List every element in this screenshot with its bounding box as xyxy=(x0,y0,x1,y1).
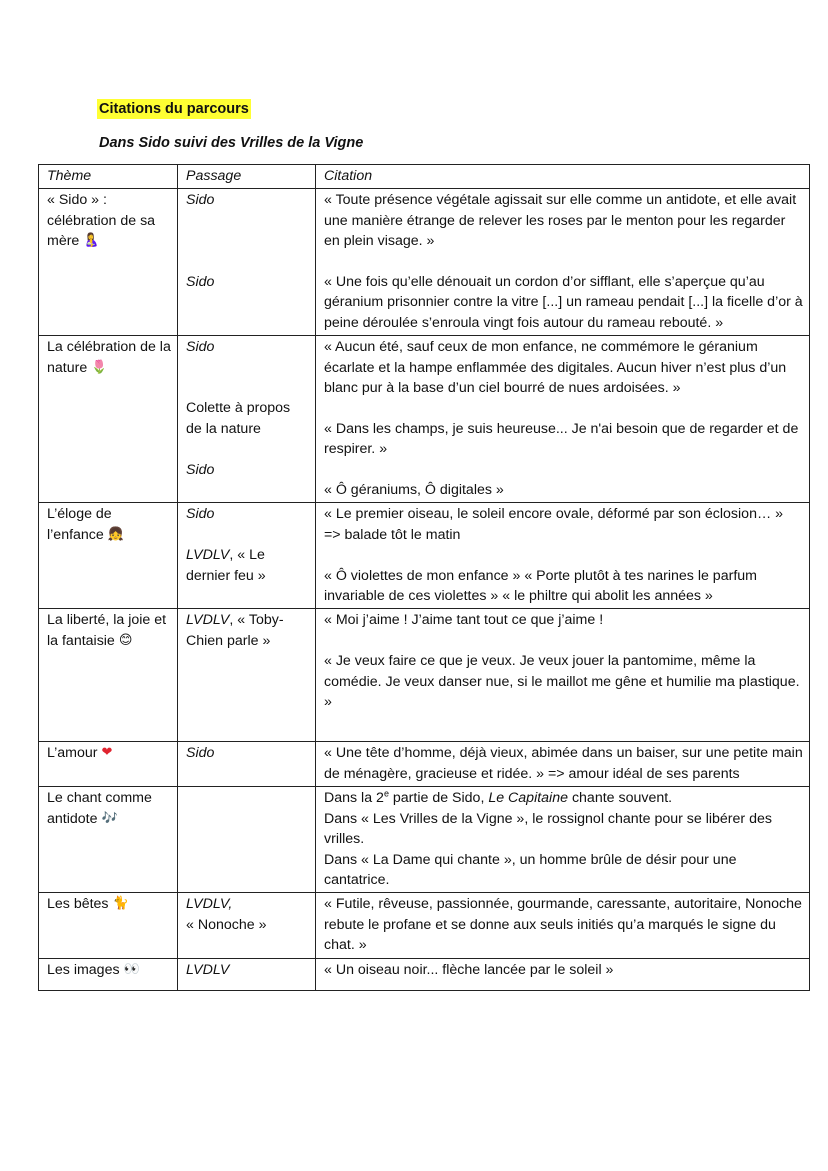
cat-icon: 🐈 xyxy=(112,895,129,911)
table-header-row xyxy=(39,165,810,189)
page-title: Citations du parcours xyxy=(99,101,249,117)
citation-text: « Je veux faire ce que je veux. Je veux jouer la pantomime, même la comédie. Je veux danser nue, si le maillot me gêne et humilie ma plastique. » xyxy=(324,653,800,711)
citation-cell xyxy=(316,189,810,336)
theme-text: Le chant comme antidote xyxy=(47,790,152,827)
theme-cell xyxy=(39,189,178,336)
passage-cell xyxy=(178,609,316,742)
citation-cell xyxy=(316,787,810,893)
theme-text: Les bêtes xyxy=(47,896,109,913)
theme-text: La liberté, la joie et la fantaisie xyxy=(47,612,167,649)
theme-cell xyxy=(39,958,178,990)
music-notes-icon: 🎶 xyxy=(101,809,118,825)
passage-text: LVDLV xyxy=(186,961,230,978)
page-subtitle: Dans Sido suivi des Vrilles de la Vigne xyxy=(99,135,364,151)
passage-text: « Nonoche » xyxy=(186,916,267,933)
theme-cell xyxy=(39,503,178,609)
theme-cell xyxy=(39,609,178,742)
theme-cell xyxy=(39,336,178,503)
citation-text: « Futile, rêveuse, passionnée, gourmande, caressante, autoritaire, Nonoche rebute le profane et se donne aux seuls initiés qu’a marqués le signe du chat. » xyxy=(324,896,802,954)
citation-cell xyxy=(316,893,810,958)
passage-cell xyxy=(178,336,316,503)
mother-icon: 🤱 xyxy=(83,232,100,248)
citation-text: Dans « Les Vrilles de la Vigne », le rossignol chante pour se libérer des vrilles. xyxy=(324,810,772,848)
theme-text: « Sido » : célébration de sa mère xyxy=(47,192,156,250)
citation-cell xyxy=(316,503,810,609)
citation-text: « Une fois qu’elle dénouait un cordon d’or sifflant, elle s’aperçue qu’au géranium prisonnier contre la vitre [...] un rameau pendait [...] la ficelle d’or à peine déroulée s’enroula vingt fois autour du rameau rebouté. » xyxy=(324,274,803,331)
passage-text: Sido xyxy=(186,506,215,523)
citation-text: « Ô géraniums, Ô digitales » xyxy=(324,482,504,499)
citation-cell xyxy=(316,336,810,503)
theme-text: Les images xyxy=(47,961,120,978)
theme-cell xyxy=(39,787,178,893)
passage-text: LVDLV, xyxy=(186,896,233,913)
passage-cell xyxy=(178,503,316,609)
citation-text: « Ô violettes de mon enfance » « Porte plutôt à tes narines le parfum invariable de ces violettes » « le philtre qui abolit les années » xyxy=(324,567,757,605)
citation-text: « Aucun été, sauf ceux de mon enfance, ne commémore le géranium écarlate et la hampe enflammée des digitales. Aucun hiver n’est plus d’un blanc pur à la base d’un ciel bourré de nues ardoisées. » xyxy=(324,339,787,397)
passage-text: Colette à propos de la nature xyxy=(186,400,291,437)
table-row xyxy=(39,503,810,609)
passage-text: Sido xyxy=(186,745,215,762)
theme-text: La célébration de la nature xyxy=(47,339,171,376)
passage-text: LVDLV, « Le dernier feu » xyxy=(186,547,266,584)
citation-text: « Dans les champs, je suis heureuse... Je n'ai besoin que de regarder et de respirer. » xyxy=(324,420,799,458)
citations-table xyxy=(38,164,810,991)
citation-cell xyxy=(316,742,810,787)
citation-text: « Une tête d’homme, déjà vieux, abimée dans un baiser, sur une petite main de ménagère, gracieuse et ridée. » => amour idéal de ses parents xyxy=(324,745,803,782)
table-row xyxy=(39,787,810,893)
passage-text: Sido xyxy=(186,192,215,209)
heart-icon: ❤ xyxy=(101,744,113,760)
theme-text: L’éloge de l’enfance xyxy=(47,506,112,543)
passage-cell xyxy=(178,189,316,336)
citation-text: Dans « La Dame qui chante », un homme brûle de désir pour une cantatrice. xyxy=(324,851,737,888)
passage-text: LVDLV, « Toby-Chien parle » xyxy=(186,612,284,649)
header-citation: Citation xyxy=(316,165,810,189)
girl-icon: 👧 xyxy=(107,525,124,541)
passage-text: Sido xyxy=(186,339,215,356)
eyes-icon: 👀 xyxy=(123,960,140,976)
citation-text: « Un oiseau noir... flèche lancée par le soleil » xyxy=(324,961,614,978)
citation-text: « Le premier oiseau, le soleil encore ovale, déformé par son éclosion… » => balade tôt le matin xyxy=(324,506,783,543)
citation-text: « Toute présence végétale agissait sur elle comme un antidote, et elle avait une manière étrange de relever les roses par le menton pour les regarder en plein visage. » xyxy=(324,192,797,250)
passage-cell xyxy=(178,893,316,958)
header-passage: Passage xyxy=(178,165,316,189)
passage-cell xyxy=(178,742,316,787)
table-row xyxy=(39,742,810,787)
theme-cell xyxy=(39,893,178,958)
passage-cell xyxy=(178,958,316,990)
tulip-icon: 🌷 xyxy=(91,358,108,374)
smiley-icon: 😊 xyxy=(118,631,133,647)
table-row xyxy=(39,893,810,958)
citation-text: « Moi j’aime ! J’aime tant tout ce que j’aime ! xyxy=(324,612,604,629)
passage-text: Sido xyxy=(186,274,215,290)
citation-cell xyxy=(316,958,810,990)
citation-text: Dans la 2e partie de Sido, Le Capitaine chante souvent. xyxy=(324,788,673,807)
passage-cell xyxy=(178,787,316,893)
table-row xyxy=(39,336,810,503)
passage-text: Sido xyxy=(186,461,215,478)
table-row xyxy=(39,609,810,742)
theme-text: L’amour xyxy=(47,745,98,762)
header-theme: Thème xyxy=(39,165,178,189)
table-row xyxy=(39,189,810,336)
table-row xyxy=(39,958,810,990)
theme-cell xyxy=(39,742,178,787)
citation-cell xyxy=(316,609,810,742)
